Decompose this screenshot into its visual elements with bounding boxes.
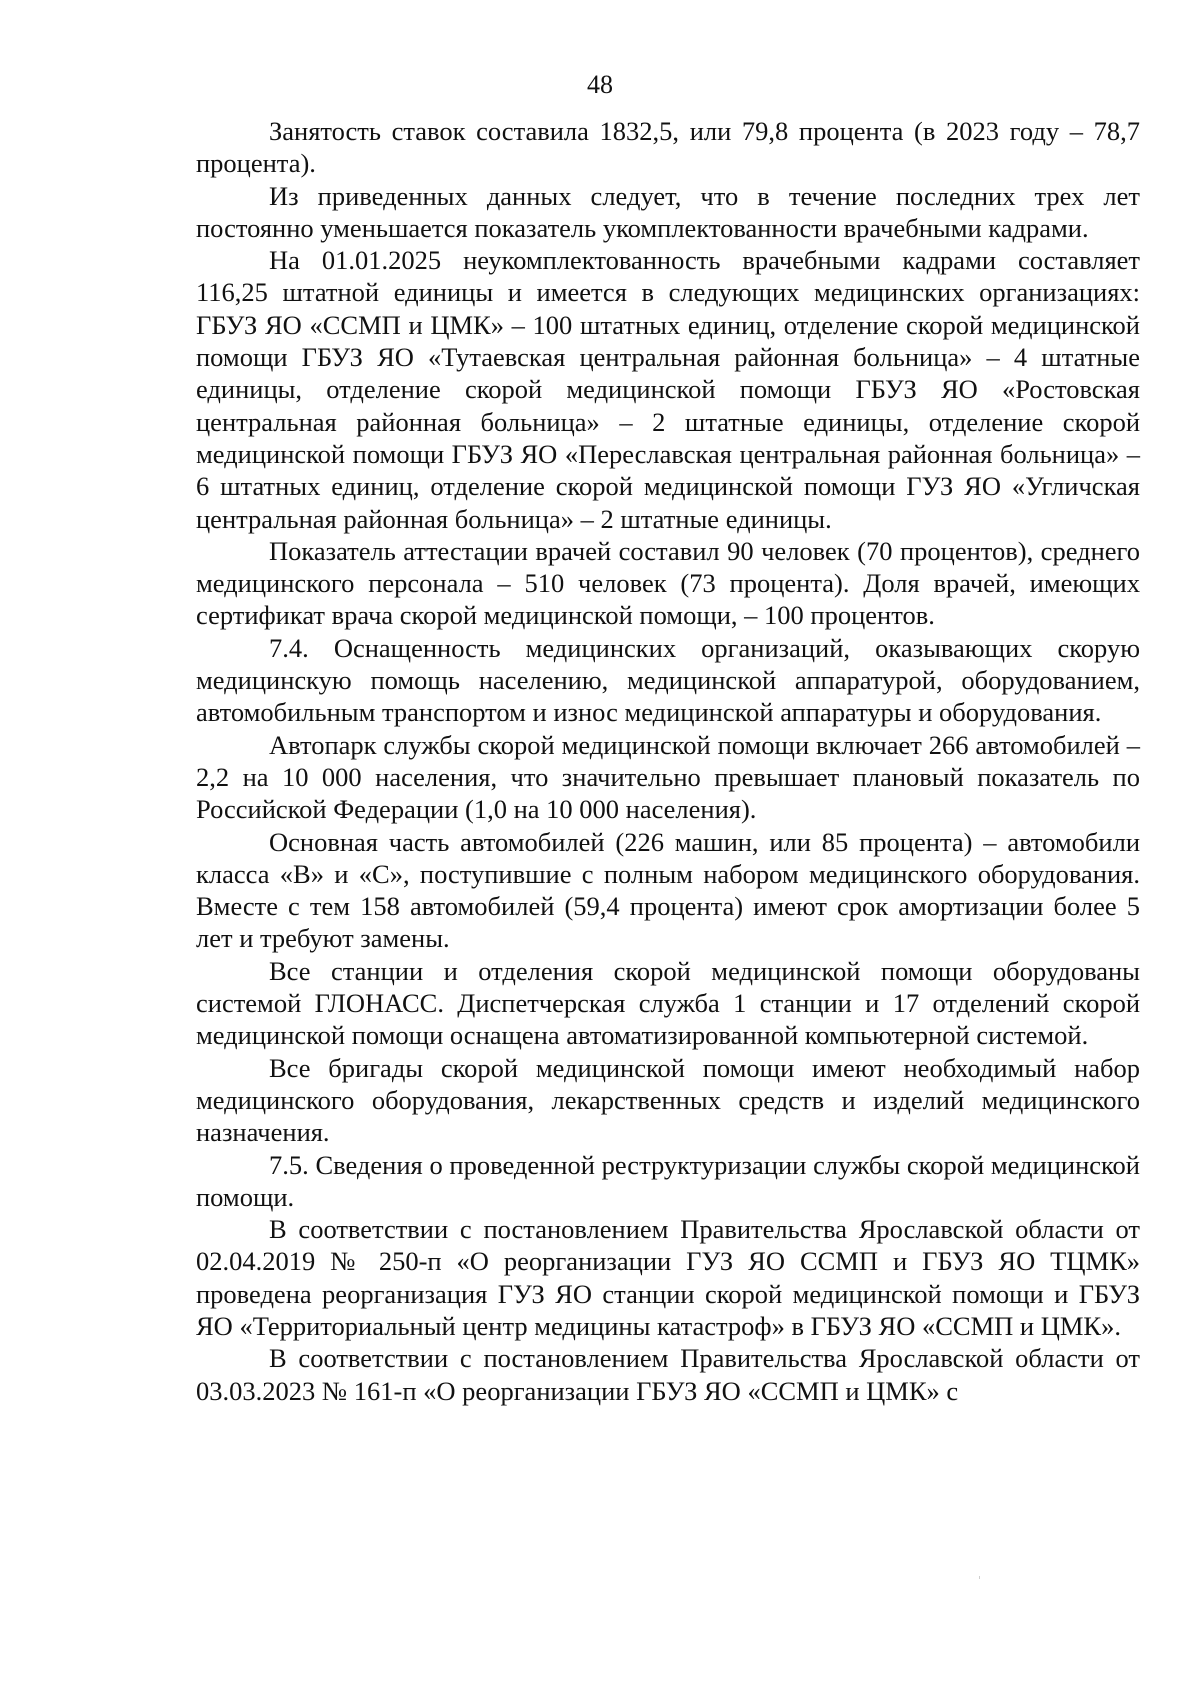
page-number: 48 — [587, 70, 613, 99]
paragraph-reorganization-2023: В соответствии с постановлением Правительства Ярославской области от 03.03.2023 № 161-п «О реорганизации ГБУЗ ЯО «ССМП и ЦМК» с — [196, 1343, 1140, 1406]
section-heading-7-4: 7.4. Оснащенность медицинских организаций, оказывающих скорую медицинскую помощь населению, медицинской аппаратурой, оборудованием, автомобильным транспортом и износ медицинской аппаратуры и оборудования. — [196, 632, 1140, 728]
document-body — [196, 115, 1140, 1407]
paragraph-certification: Показатель аттестации врачей составил 90 человек (70 процентов), среднего медицинского персонала – 510 человек (73 процента). Доля врачей, имеющих сертификат врача скорой медицинской помощи, – 100 процентов. — [196, 535, 1140, 631]
paragraph-brigade-equipment: Все бригады скорой медицинской помощи имеют необходимый набор медицинского оборудования, лекарственных средств и изделий медицинского назначения. — [196, 1052, 1140, 1148]
paragraph-vehicle-classes: Основная часть автомобилей (226 машин, или 85 процента) – автомобили класса «В» и «С», поступившие с полным набором медицинского оборудования. Вместе с тем 158 автомобилей (59,4 процента) имеют срок амортизации более 5 лет и требуют замены. — [196, 826, 1140, 954]
scan-artifact — [979, 1576, 980, 1579]
paragraph-glonass: Все станции и отделения скорой медицинской помощи оборудованы системой ГЛОНАСС. Диспетчерская служба 1 станции и 17 отделений скорой медицинской помощи оснащена автоматизированной компьютерной системой. — [196, 955, 1140, 1051]
paragraph-vacancies: На 01.01.2025 неукомплектованность врачебными кадрами составляет 116,25 штатной единицы и имеется в следующих медицинских организациях: ГБУЗ ЯО «ССМП и ЦМК» – 100 штатных единиц, отделение скорой медицинской помощи ГБУЗ ЯО «Тутаевская центральная районная больница» – 4 штатные единицы, отделение скорой медицинской помощи ГБУЗ ЯО «Ростовская центральная районная больница» – 2 штатные единицы, отделение скорой медицинской помощи ГБУЗ ЯО «Переславская центральная районная больница» – 6 штатных единиц, отделение скорой медицинской помощи ГУЗ ЯО «Угличская центральная районная больница» – 2 штатные единицы. — [196, 245, 1140, 534]
paragraph-reorganization-2019: В соответствии с постановлением Правительства Ярославской области от 02.04.2019 № 250-п «О реорганизации ГУЗ ЯО ССМП и ГБУЗ ЯО ТЦМК» проведена реорганизация ГУЗ ЯО станции скорой медицинской помощи и ГБУЗ ЯО «Территориальный центр медицины катастроф» в ГБУЗ ЯО «ССМП и ЦМК». — [196, 1214, 1140, 1341]
paragraph-staffing-trend: Из приведенных данных следует, что в течение последних трех лет постоянно уменьшается показатель укомплектованности врачебными кадрами. — [196, 180, 1140, 243]
paragraph-staffing-rate: Занятость ставок составила 1832,5, или 79,8 процента (в 2023 году – 78,7 процента). — [196, 116, 1140, 179]
paragraph-vehicle-fleet: Автопарк службы скорой медицинской помощи включает 266 автомобилей – 2,2 на 10 000 населения, что значительно превышает плановый показатель по Российской Федерации (1,0 на 10 000 населения). — [196, 729, 1140, 825]
section-heading-7-5: 7.5. Сведения о проведенной реструктуризации службы скорой медицинской помощи. — [196, 1149, 1140, 1212]
